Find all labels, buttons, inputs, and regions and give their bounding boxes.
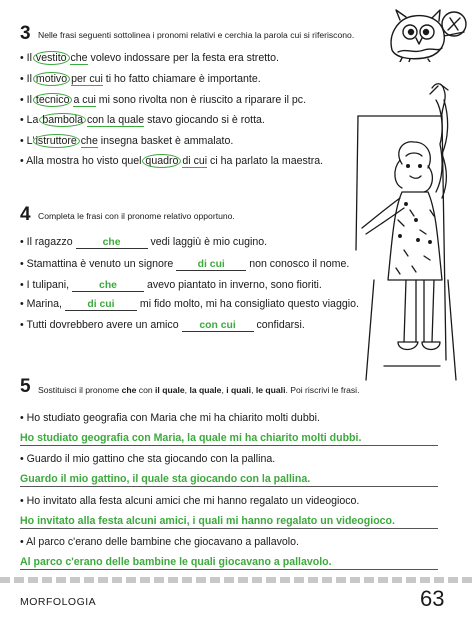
circled-noun: vestito <box>33 51 70 65</box>
text: , <box>184 385 190 395</box>
text: avevo piantato in inverno, sono fioriti. <box>144 279 322 291</box>
answer-blank <box>65 299 137 311</box>
text: confidarsi. <box>253 319 305 331</box>
text: • Il ragazzo <box>20 236 76 248</box>
footer-section-label: MORFOLOGIA <box>20 596 97 608</box>
page-number: 63 <box>420 586 445 611</box>
text: • Il <box>20 52 35 64</box>
ex5-answer-1: Ho studiato geografia con Maria, la quale mi ha chiarito molti dubbi. <box>20 432 438 446</box>
circled-noun: quadro <box>142 154 181 168</box>
underlined-pronoun: con la quale <box>86 114 145 126</box>
ex4-sentence-2 <box>20 258 349 271</box>
text: volevo indossare per la festa era stretto. <box>87 52 279 64</box>
ex5-answer-4: Al parco c'erano delle bambine le quali giocavano a pallavolo. <box>20 556 438 570</box>
answer: di cui <box>87 299 115 310</box>
ex4-sentence-5 <box>20 319 305 332</box>
ex3-sentence-3 <box>20 94 306 106</box>
answer: con cui <box>199 320 236 331</box>
answer-blank <box>176 259 246 271</box>
text: , <box>251 385 256 395</box>
text: • Il <box>20 73 35 85</box>
underlined-pronoun: di cui <box>182 155 208 167</box>
text: ci ha parlato la maestra. <box>207 155 324 167</box>
circled-noun: istruttore <box>33 134 80 148</box>
ex5-answer-2: Guardo il mio gattino, il quale sta giocando con la pallina. <box>20 473 438 487</box>
text: vedi laggiù è mio cugino. <box>147 236 268 248</box>
footer-dash-rule <box>0 577 474 585</box>
text: • I tulipani, <box>20 279 72 291</box>
text: stavo giocando si è rotta. <box>144 114 265 126</box>
ex3-sentence-1 <box>20 52 279 64</box>
keyword: il quale <box>155 385 185 395</box>
ex5-question-2: • Guardo il mio gattino che sta giocando con la pallina. <box>20 453 276 465</box>
keyword: i quali <box>226 385 252 395</box>
circled-noun: bambola <box>39 113 86 127</box>
answer: che <box>99 280 117 291</box>
text: non conosco il nome. <box>246 258 350 270</box>
text: • Tutti dovrebbero avere un amico <box>20 319 182 331</box>
exercise-4-instruction: Completa le frasi con il pronome relativo opportuno. <box>38 211 235 221</box>
underlined-pronoun: per cui <box>71 73 103 85</box>
girl-illustration <box>344 80 472 390</box>
ex5-question-3: • Ho invitato alla festa alcuni amici che mi hanno regalato un videogioco. <box>20 495 360 507</box>
text: • Il <box>20 94 35 106</box>
answer-blank <box>182 320 254 332</box>
text: • La <box>20 114 42 126</box>
text: con <box>136 385 156 395</box>
text: , <box>221 385 227 395</box>
exercise-5-number: 5 <box>20 376 31 397</box>
text: Sostituisci il pronome <box>38 385 122 395</box>
answer-blank <box>76 237 148 249</box>
ex5-answer-3: Ho invitato alla festa alcuni amici, i quali mi hanno regalato un videogioco. <box>20 515 438 529</box>
underlined-pronoun: che <box>70 52 88 64</box>
text: • Alla mostra ho visto quel <box>20 155 145 167</box>
circled-noun: motivo <box>33 72 70 86</box>
ex4-sentence-3 <box>20 279 322 292</box>
exercise-5-instruction <box>38 385 359 395</box>
answer: di cui <box>197 259 225 270</box>
underlined-pronoun: che <box>80 135 98 147</box>
text: • Marina, <box>20 298 65 310</box>
ex3-sentence-5 <box>20 135 233 147</box>
ex3-sentence-6 <box>20 155 323 167</box>
text: mi sono rivolta non è riuscito a riparare il pc. <box>95 94 307 106</box>
keyword: le quali <box>255 385 286 395</box>
keyword: che <box>121 385 137 395</box>
answer-blank <box>72 280 144 292</box>
answer: che <box>102 237 121 248</box>
exercise-4-number: 4 <box>20 204 31 225</box>
text: . Poi riscrivi le frasi. <box>285 385 360 395</box>
text: • L' <box>20 135 35 147</box>
ex5-question-4: • Al parco c'erano delle bambine che giocavano a pallavolo. <box>20 536 299 548</box>
ex4-sentence-4 <box>20 298 359 311</box>
text: • Stamattina è venuto un signore <box>20 258 177 270</box>
ex5-question-1: • Ho studiato geografia con Maria che mi ha chiarito molti dubbi. <box>20 412 320 424</box>
ex3-sentence-2 <box>20 73 261 85</box>
underlined-pronoun: a cui <box>73 94 96 106</box>
text: mi fido molto, mi ha consigliato questo viaggio. <box>136 298 359 310</box>
owl-illustration <box>384 4 470 62</box>
ex3-sentence-4 <box>20 114 265 126</box>
exercise-3-instruction: Nelle frasi seguenti sottolinea i pronomi relativi e cerchia la parola cui si riferiscono. <box>38 30 355 40</box>
keyword: la quale <box>189 385 222 395</box>
text: ti ho fatto chiamare è importante. <box>102 73 261 85</box>
exercise-3-number: 3 <box>20 23 31 44</box>
circled-noun: tecnico <box>33 93 73 107</box>
ex4-sentence-1 <box>20 236 267 249</box>
text: insegna basket è ammalato. <box>97 135 234 147</box>
